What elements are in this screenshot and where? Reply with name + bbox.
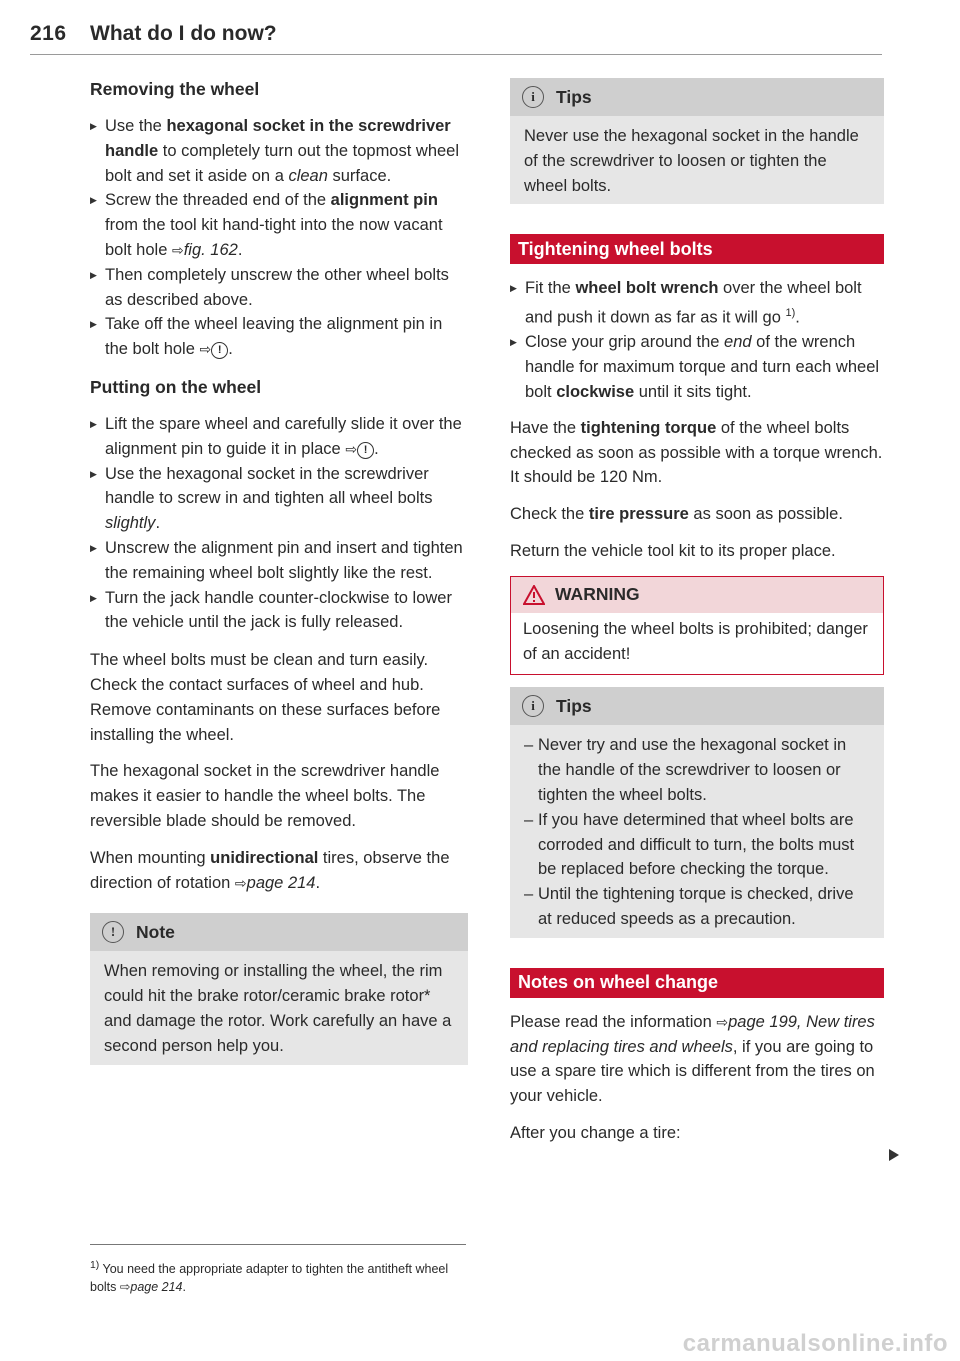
notes-change-heading: Notes on wheel change	[510, 968, 884, 998]
page-link[interactable]: page 199, New tires and replacing tires and wheels	[510, 1012, 875, 1056]
arrow-icon: ⇨	[119, 1280, 131, 1295]
arrow-icon: ⇨	[234, 874, 247, 891]
page-number: 216	[30, 22, 67, 45]
list-item: ▶ Close your grip around the end of the wrench handle for maximum torque and turn each wheel bolt clockwise until it sits tight.	[510, 330, 884, 404]
tips-list	[524, 733, 870, 931]
note-box	[90, 913, 468, 1064]
list-item: ▶ Take off the wheel leaving the alignment pin in the bolt hole ⇨ ! .	[90, 312, 468, 362]
info-icon: i	[522, 86, 544, 108]
bolts-paragraph: The wheel bolts must be clean and turn easily. Check the contact surfaces of wheel and hub. Remove contaminants on these surfaces before installing the wheel.	[90, 651, 441, 744]
arrow-icon: ⇨	[199, 341, 212, 358]
fig-link[interactable]: fig. 162	[183, 240, 238, 259]
tips-header	[510, 78, 884, 116]
removing-heading: Removing the wheel	[90, 79, 260, 99]
caution-icon[interactable]: !	[357, 442, 374, 459]
footnote-mark: 1)	[90, 1260, 100, 1271]
list-item: – Never try and use the hexagonal socket in the handle of the screwdriver to loosen or tighten the wheel bolts.	[524, 733, 870, 807]
warning-header	[511, 577, 883, 613]
arrow-icon: ⇨	[345, 440, 358, 457]
footnote-ref[interactable]: 1)	[785, 307, 796, 320]
tips-box	[510, 78, 884, 204]
list-item: – Until the tightening torque is checked, drive at reduced speeds as a precaution.	[524, 882, 870, 932]
left-column	[90, 78, 468, 1065]
list-item: ▶ Turn the jack handle counter-clockwise to lower the vehicle until the jack is fully released.	[90, 586, 468, 636]
footnote: $^{1)}$ You need the appropriate adapter to tighten the antitheft wheel bolts ⇨page 214.	[90, 1244, 466, 1296]
putting-steps	[90, 412, 468, 635]
list-item: ▶ Screw the threaded end of the alignment pin from the tool kit hand-tight into the now vacant bolt hole ⇨fig. 162.	[90, 188, 468, 262]
page-link[interactable]: page 214	[246, 873, 316, 892]
warning-triangle-icon	[523, 585, 545, 605]
list-item: ▶ Unscrew the alignment pin and insert and tighten the remaining wheel bolt slightly like the rest.	[90, 536, 468, 586]
tips-title: Tips	[556, 86, 592, 107]
mounting-paragraph: When mounting unidirectional tires, observe the direction of rotation ⇨page 214.	[90, 848, 450, 892]
tightening-steps	[510, 276, 884, 404]
right-column	[510, 78, 884, 1158]
tips-box	[510, 687, 884, 937]
arrow-icon: ⇨	[171, 241, 184, 258]
list-item: ▶ Use the hexagonal socket in the screwdriver handle to screw in and tighten all wheel bolts slightly.	[90, 462, 468, 536]
toolkit-paragraph: Return the vehicle tool kit to its proper place.	[510, 542, 836, 561]
list-item: – If you have determined that wheel bolts are corroded and difficult to turn, the bolts must be replaced before checking the torque.	[524, 808, 870, 882]
continue-arrow-icon	[889, 1149, 899, 1161]
warning-text: Loosening the wheel bolts is prohibited; danger of an accident!	[523, 619, 868, 663]
note-text: When removing or installing the wheel, the rim could hit the brake rotor/ceramic brake rotor* and damage the rotor. Work carefully an have a second person help you.	[104, 962, 452, 1055]
list-item: ▶ Lift the spare wheel and carefully slide it over the alignment pin to guide it in place ⇨ ! .	[90, 412, 468, 462]
socket-paragraph: The hexagonal socket in the screwdriver handle makes it easier to handle the wheel bolts. The reversible blade should be removed.	[90, 762, 440, 830]
after-change-paragraph: After you change a tire:	[510, 1124, 681, 1143]
info-icon: i	[522, 695, 544, 717]
tightening-heading: Tightening wheel bolts	[510, 234, 884, 264]
tips-title: Tips	[556, 695, 592, 716]
page-header	[30, 22, 882, 55]
removing-steps	[90, 114, 468, 362]
warning-box	[510, 576, 884, 676]
putting-heading: Putting on the wheel	[90, 376, 262, 397]
caution-icon: !	[102, 921, 124, 943]
tips-header	[510, 687, 884, 725]
warning-title: WARNING	[555, 584, 640, 605]
arrow-icon: ⇨	[716, 1013, 729, 1030]
list-item: ▶ Fit the wheel bolt wrench over the wheel bolt and push it down as far as it will go $^{1)}$.	[510, 276, 884, 330]
note-header	[90, 913, 468, 951]
pressure-paragraph: Check the tire pressure as soon as possible.	[510, 505, 843, 524]
tips-text: Never use the hexagonal socket in the handle of the screwdriver to loosen or tighten the wheel bolts.	[524, 127, 859, 195]
list-item: ▶ Use the hexagonal socket in the screwdriver handle to completely turn out the topmost wheel bolt and set it aside on a clean surface.	[90, 114, 468, 188]
caution-icon[interactable]: !	[211, 342, 228, 359]
list-item: ▶ Then completely unscrew the other wheel bolts as described above.	[90, 263, 468, 313]
notes-change-paragraph: Please read the information ⇨page 199, New tires and replacing tires and wheels, if you are going to use a spare tire which is different from the tires on your vehicle.	[510, 1012, 875, 1106]
torque-paragraph: Have the tightening torque of the wheel bolts checked as soon as possible with a torque wrench. It should be 120 Nm.	[510, 418, 883, 487]
page-link[interactable]: page 214	[130, 1280, 183, 1295]
note-title: Note	[136, 921, 175, 942]
chapter-title: What do I do now?	[90, 22, 277, 45]
watermark: carmanualsonline.info	[682, 1330, 948, 1357]
